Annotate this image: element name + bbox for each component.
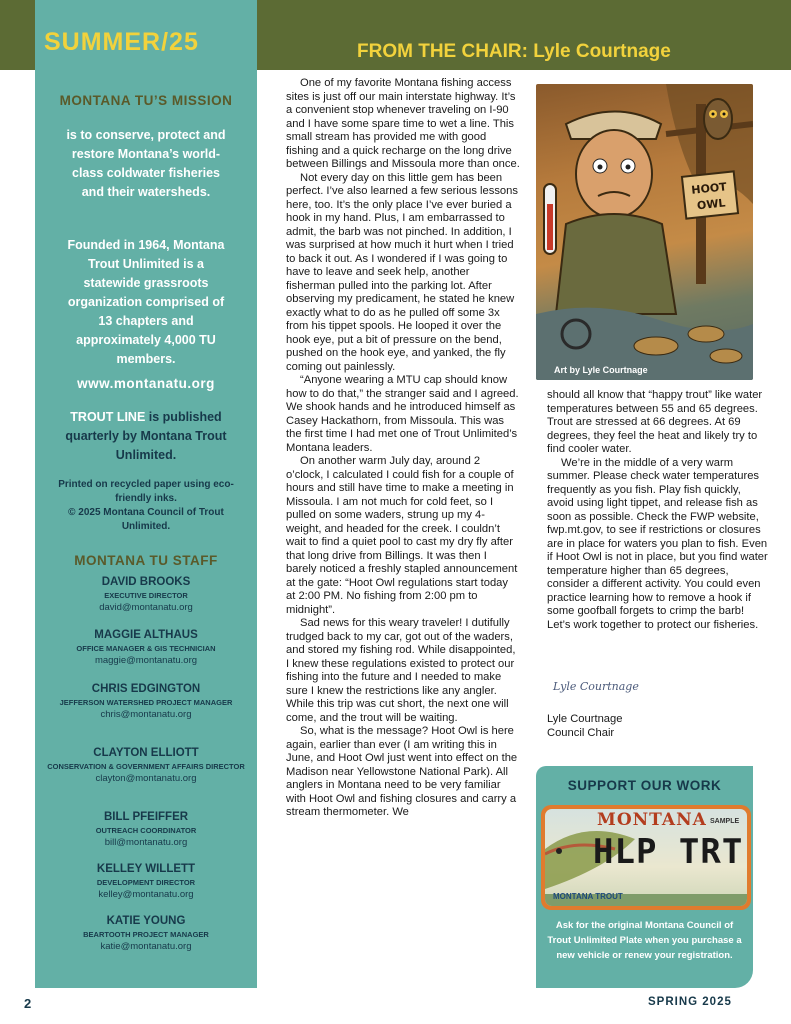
sign-text-2: OWL xyxy=(696,196,727,213)
illustration-art xyxy=(536,84,753,380)
staff-name: DAVID BROOKS xyxy=(101,576,191,588)
article-title: FROM THE CHAIR: Lyle Courtnage xyxy=(357,41,671,62)
staff-heading: MONTANA TU STAFF xyxy=(74,553,218,568)
plate-org: MONTANA TROUT xyxy=(553,892,623,901)
article-paragraph: On another warm July day, around 2 o’clock, I calculated I could fish for a couple of hours and still have time to make a meeting in Missoula. I am not much for cold feet, so I pulled on some waders, strung up my 4-weight, and headed for the creek. I couldn’t wait to find a quiet pool to cast my dry fly after that long drive from Billings. It was then I barely noticed a freshly stapled announcement at the gate: “Hoot Owl regulations start today at 2:00 PM. No fishing from 2:00 pm to midnight”. xyxy=(286,455,518,616)
staff-title: EXECUTIVE DIRECTOR xyxy=(104,591,188,600)
support-heading: SUPPORT OUR WORK xyxy=(567,778,722,793)
art-caption: Art by Lyle Courtnage xyxy=(554,365,648,375)
staff-email[interactable]: david@montanatu.org xyxy=(99,602,193,613)
article-paragraph: Not every day on this little gem has been perfect. I’ve also learned a few serious lessons here, too. It’s the only place I’ve ever buried a hook in my hand. Plus, I am embarrassed to admit, the barb was not pinched. In addition, I was surprised at how much it hurt when I tried to back it out. As I wondered if I was going to have to leave and seek help, another fisherman pulled into the parking lot. After observing my predicament, he stated he knew exactly what to do as he pulled off some 3x from his tippet spools. He looped it over the hook eye, put a bit of pressure on the bend, pushed on the hook eye, and yanked, the fly coming out painlessly. xyxy=(286,171,518,373)
staff-email[interactable]: kelley@montanatu.org xyxy=(98,889,194,900)
published-rest: is published quarterly by Montana Trout Unlimited. xyxy=(65,410,227,462)
staff-member xyxy=(45,574,247,615)
article-paragraph: should all know that “happy trout” like water temperatures between 55 and 65 degrees. Trout are stressed at 66 degrees. At 69 degrees, they feel the heat and likely try to find cooler water. xyxy=(547,389,763,455)
staff-name: CLAYTON ELLIOTT xyxy=(93,747,199,759)
printed-line-2: © 2025 Montana Council of Trout Unlimited. xyxy=(68,507,224,532)
staff-member xyxy=(45,681,247,722)
plate-sample: SAMPLE xyxy=(710,818,740,825)
staff-member xyxy=(45,809,247,850)
article-paragraph: “Anyone wearing a MTU cap should know how to do that,” the stranger said and I agreed. We shook hands and he introduced himself as Casey Hackathorn, from Missoula. This was the first time I had met one of Trout Unlimited’s Montana leaders. xyxy=(286,374,519,454)
mission-text: is to conserve, protect and restore Montana’s world-class coldwater fisheries and their watersheds. xyxy=(66,128,226,199)
staff-name: BILL PFEIFFER xyxy=(103,811,189,823)
staff-name: KATIE YOUNG xyxy=(106,915,186,927)
page-number: 2 xyxy=(24,996,32,1011)
staff-member xyxy=(45,627,247,668)
staff-name: MAGGIE ALTHAUS xyxy=(94,629,198,641)
staff-email[interactable]: bill@montanatu.org xyxy=(104,837,188,848)
staff-member xyxy=(45,913,247,954)
article-paragraph: One of my favorite Montana fishing access sites is just off our main interstate highway. It’s a convenient stop whenever traveling on I-90 and I have some spare time to wet a line. This small stream has provided me with good fishing and a quick recharge on the long drive between Billings and Missoula more than once. xyxy=(286,77,520,170)
signature: Lyle Courtnage xyxy=(553,680,639,693)
staff-title: OFFICE MANAGER & GIS TECHNICIAN xyxy=(76,644,216,653)
staff-email[interactable]: clayton@montanatu.org xyxy=(95,773,197,784)
mission-heading: MONTANA TU’S MISSION xyxy=(59,93,233,108)
author-title: Council Chair xyxy=(547,727,615,739)
sign-text-1: HOOT xyxy=(690,180,728,197)
plate-state: MONTANA xyxy=(597,810,707,830)
author-block xyxy=(547,712,622,740)
season-label: SPRING 2025 xyxy=(648,996,732,1008)
staff-name: KELLEY WILLETT xyxy=(96,863,196,875)
staff-title: BEARTOOTH PROJECT MANAGER xyxy=(83,930,209,939)
published-text xyxy=(35,408,257,465)
issue-label: SUMMER/25 xyxy=(44,28,199,56)
hoot-owl-illustration xyxy=(536,84,753,380)
article-paragraph: So, what is the message? Hoot Owl is here again, earlier than ever (I am writing this in June, and Hoot Owl just went into effect on the Madison near Yellowstone National Park). All anglers in Montana need to be very familiar with Hoot Owl and fishing closures and carry a stream thermometer. We xyxy=(286,725,518,818)
staff-title: CONSERVATION & GOVERNMENT AFFAIRS DIRECTOR xyxy=(47,762,245,771)
plate-number: HLP TRT xyxy=(593,832,744,872)
printed-note xyxy=(35,478,257,534)
staff-name: CHRIS EDGINGTON xyxy=(91,683,201,695)
staff-email[interactable]: katie@montanatu.org xyxy=(100,941,192,952)
founded-text: Founded in 1964, Montana Trout Unlimited is a statewide grassroots organization comprised of 13 chapters and approximately 4,000 TU members. xyxy=(67,238,225,366)
article-paragraph: We’re in the middle of a very warm summer. Please check water temperatures frequently as you fish. Play fish quickly, avoid using light tippet, and release fish as soon as possible. Check the FWP website, fwp.mt.gov, to see if restrictions or closures are in place for waters you plan to fish. Even if Hoot Owl is not in place, but you find water temperature higher than 65 degrees, consider a different activity. You could even practice learning how to remove a hook if some goofball forgets to crimp the barb! Let’s work together to protect our fisheries. xyxy=(547,456,768,631)
staff-member xyxy=(45,861,247,902)
printed-line-1: Printed on recycled paper using eco-friendly inks. xyxy=(58,479,234,504)
staff-email[interactable]: maggie@montanatu.org xyxy=(94,655,198,666)
article-paragraph: Sad news for this weary traveler! I dutifully trudged back to my car, got out of the waders, and stored my fishing rod. While disappointed, I knew these regulations existed to protect our fishing into the future and I needed to make sure I knew the restrictions like any angler. While this trip was cut short, the next one will come, and the trout will be waiting. xyxy=(286,617,516,724)
article-column-2 xyxy=(547,389,769,632)
staff-title: JEFFERSON WATERSHED PROJECT MANAGER xyxy=(59,698,233,707)
staff-title: DEVELOPMENT DIRECTOR xyxy=(96,878,196,887)
author-name: Lyle Courtnage xyxy=(547,713,623,725)
staff-title: OUTREACH COORDINATOR xyxy=(95,826,197,835)
article-column-1 xyxy=(286,77,520,820)
staff-member xyxy=(45,745,247,786)
website-link[interactable]: www.montanatu.org xyxy=(77,376,215,391)
trout-line-label: TROUT LINE xyxy=(70,410,146,424)
staff-email[interactable]: chris@montanatu.org xyxy=(100,709,192,720)
support-text: Ask for the original Montana Council of Trout Unlimited Plate when you purchase a new vehicle or renew your registration. xyxy=(547,920,742,961)
